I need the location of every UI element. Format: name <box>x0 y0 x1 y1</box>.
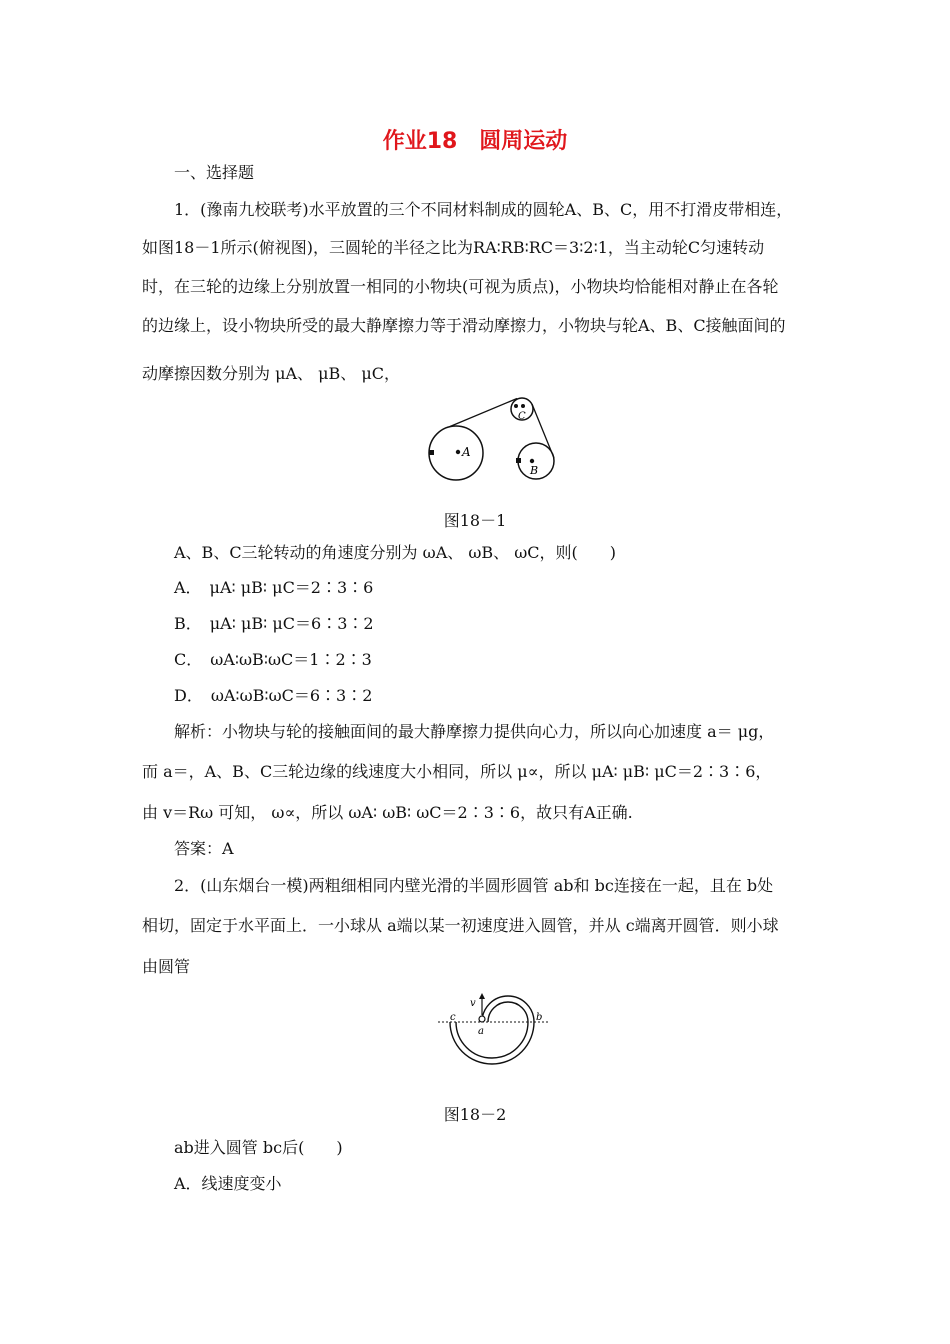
q1-option-b: B． μA∶ μB∶ μC＝6∶3∶2 <box>174 614 374 633</box>
q1-line-1: 1．(豫南九校联考)水平放置的三个不同材料制成的圆轮A、B、C，用不打滑皮带相连， <box>174 200 793 219</box>
q1-option-d: D． ωA∶ωB∶ωC＝6∶3∶2 <box>174 686 373 705</box>
small-tube-outer <box>482 996 534 1022</box>
q1-line-4: 的边缘上，设小物块所受的最大静摩擦力等于滑动摩擦力，小物块与轮A、B、C接触面间的 <box>142 316 786 335</box>
velocity-arrow-head <box>479 993 485 999</box>
section-heading: 一、选择题 <box>174 163 255 182</box>
figure-18-2-semicircle-tubes <box>436 990 552 1070</box>
q1-line-3: 时，在三轮的边缘上分别放置一相同的小物块(可视为质点)，小物块均恰能相对静止在各轮 <box>142 277 779 296</box>
q2-stem: ab进入圆管 bc后( ) <box>174 1138 343 1157</box>
axle-a <box>456 450 460 454</box>
q2-line-1: 2．(山东烟台一模)两粗细相同内壁光滑的半圆形圆管 ab和 bc连接在一起，且在 b处 <box>174 876 774 895</box>
label-a: a <box>478 1026 484 1037</box>
q1-answer: 答案：A <box>174 839 234 858</box>
axle-c <box>521 404 525 408</box>
figure-18-1-caption: 图18－1 <box>443 511 507 530</box>
wheel-a <box>429 426 483 480</box>
q2-line-3: 由圆管 <box>142 957 191 976</box>
block-c <box>514 404 518 408</box>
figure-18-1-belt-wheels <box>420 390 565 490</box>
label-b: b <box>536 1012 543 1023</box>
label-c: c <box>450 1012 456 1023</box>
q1-option-c: C． ωA∶ωB∶ωC＝1∶2∶3 <box>174 650 372 669</box>
q1-analysis-line-3: 由 v＝Rω 可知， ω∝，所以 ωA∶ ωB∶ ωC＝2∶3∶6，故只有A正确. <box>142 803 633 822</box>
tube-inner-wall <box>456 1022 528 1058</box>
q1-analysis-line-1: 解析：小物块与轮的接触面间的最大静摩擦力提供向心力，所以向心加速度 a＝ μg， <box>174 722 775 741</box>
small-tube-inner <box>488 1002 528 1022</box>
belt-right <box>532 404 554 458</box>
label-a: A <box>462 445 471 459</box>
axle-b <box>530 459 534 463</box>
ball <box>479 1016 485 1022</box>
belt-top <box>450 399 517 427</box>
q1-option-a: A． μA∶ μB∶ μC＝2∶3∶6 <box>174 578 374 597</box>
figure-18-2-caption: 图18－2 <box>443 1105 507 1124</box>
page-title: 作业18 圆周运动 <box>382 129 568 154</box>
label-c: C <box>518 411 526 422</box>
q2-line-2: 相切，固定于水平面上．一小球从 a端以某一初速度进入圆管，并从 c端离开圆管．则小球 <box>142 916 779 935</box>
q1-stem: A、B、C三轮转动的角速度分别为 ωA、 ωB、 ωC，则( ) <box>174 543 616 562</box>
block-a <box>429 450 434 455</box>
q1-line-5: 动摩擦因数分别为 μA、 μB、 μC， <box>142 364 401 383</box>
label-b: B <box>530 464 539 477</box>
q1-line-2: 如图18－1所示(俯视图)，三圆轮的半径之比为RA∶RB∶RC＝3∶2∶1，当主动轮C匀速转动 <box>142 238 765 257</box>
label-v: v <box>470 998 476 1009</box>
q1-analysis-line-2: 而 a＝，A、B、C三轮边缘的线速度大小相同，所以 μ∝，所以 μA∶ μB∶ μC＝2∶3∶6， <box>142 762 772 781</box>
q2-option-a: A．线速度变小 <box>174 1174 282 1193</box>
block-b <box>516 458 521 463</box>
